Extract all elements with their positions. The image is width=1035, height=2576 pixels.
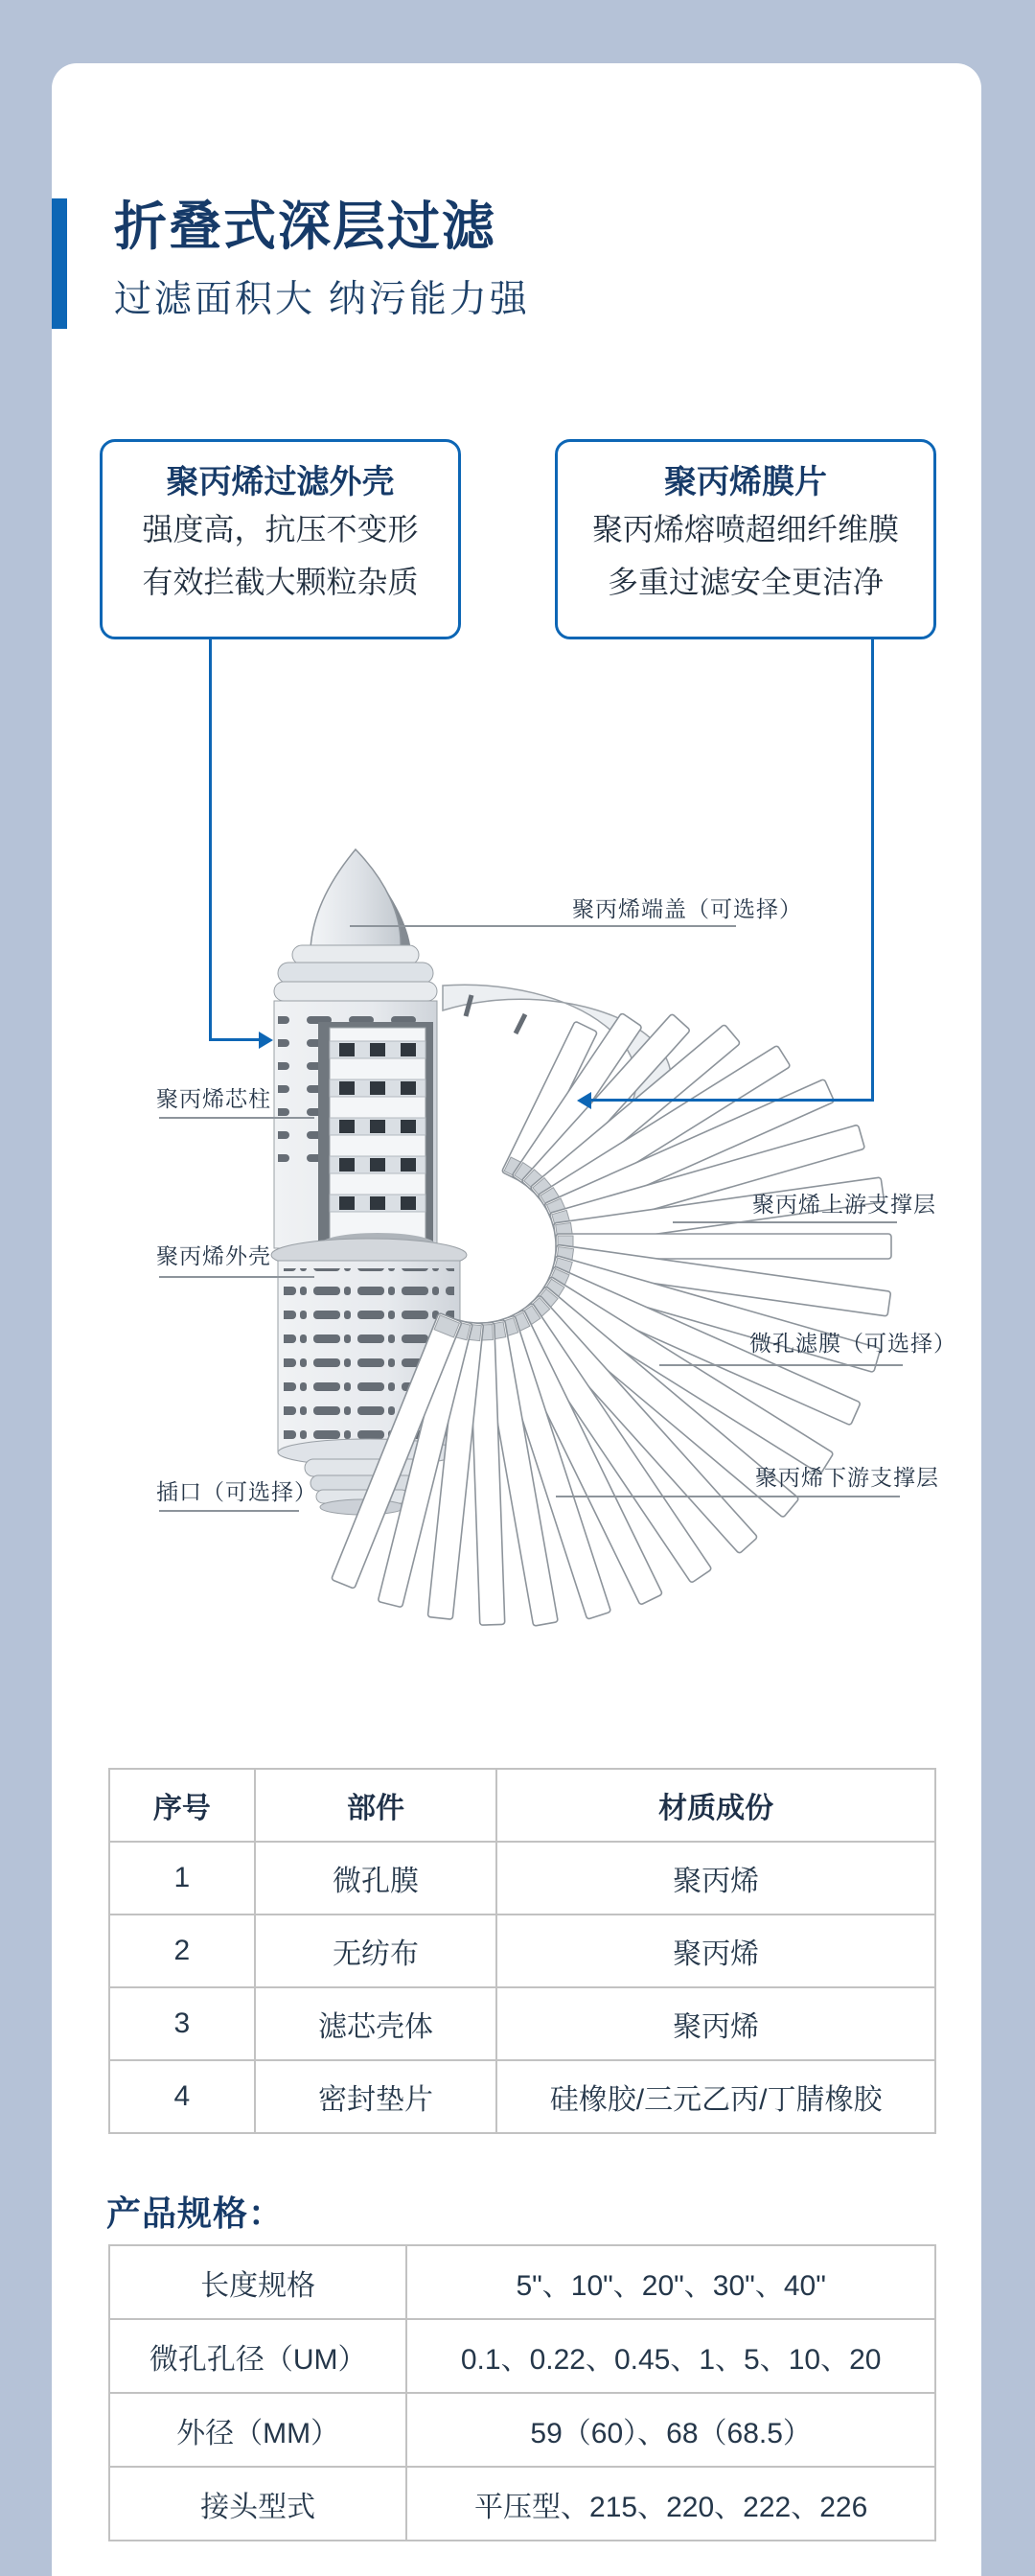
table-row: [109, 1987, 935, 2060]
cell-part: 滤芯壳体: [255, 1987, 497, 2060]
cell-part: 微孔膜: [255, 1842, 497, 1915]
table-row: [109, 2245, 935, 2319]
connector-right-horizontal: [591, 1099, 874, 1102]
cell-index: 1: [109, 1842, 255, 1915]
label-core: 聚丙烯芯柱: [156, 1086, 271, 1111]
spec-value: 0.1、0.22、0.45、1、5、10、20: [406, 2319, 935, 2393]
leader-line-membrane: [659, 1364, 903, 1366]
callout-shell-title: 聚丙烯过滤外壳: [166, 464, 395, 500]
spec-label: 接头型式: [109, 2467, 406, 2541]
callout-membrane-title: 聚丙烯膜片: [664, 464, 827, 500]
table-row: [109, 2060, 935, 2133]
col-header-part: 部件: [255, 1769, 497, 1842]
callout-shell: [100, 439, 461, 639]
leader-line-end-cap: [350, 925, 736, 927]
table-row: [109, 2393, 935, 2467]
page-title: 折叠式深层过滤: [114, 197, 497, 256]
table-row: [109, 2319, 935, 2393]
leader-line-socket: [159, 1510, 299, 1512]
specs-heading: 产品规格：: [106, 2193, 285, 2233]
callout-membrane-line2: 多重过滤安全更洁净: [607, 565, 884, 599]
label-membrane: 微孔滤膜（可选择）: [749, 1331, 956, 1356]
leader-line-upstream: [673, 1221, 897, 1223]
leader-line-shell: [159, 1276, 314, 1278]
cell-part: 无纺布: [255, 1915, 497, 1987]
cell-material: 聚丙烯: [496, 1987, 935, 2060]
product-specs-table: [108, 2244, 936, 2541]
connector-left-arrow-icon: [259, 1032, 273, 1049]
connector-left-horizontal: [209, 1038, 261, 1041]
table-row: [109, 1915, 935, 1987]
spec-value: 5"、10"、20"、30"、40": [406, 2245, 935, 2319]
label-socket: 插口（可选择）: [156, 1479, 317, 1504]
label-end-cap: 聚丙烯端盖（可选择）: [572, 896, 802, 921]
table-header-row: [109, 1769, 935, 1842]
cell-part: 密封垫片: [255, 2060, 497, 2133]
callout-membrane-line1: 聚丙烯熔喷超细纤维膜: [591, 512, 899, 546]
cell-material: 聚丙烯: [496, 1915, 935, 1987]
table-row: [109, 1842, 935, 1915]
spec-label: 微孔孔径（UM）: [109, 2319, 406, 2393]
label-shell: 聚丙烯外壳: [156, 1243, 271, 1268]
callout-shell-line1: 强度高，抗压不变形: [142, 512, 419, 546]
title-accent-bar: [52, 198, 67, 329]
cell-material: 硅橡胶/三元乙丙/丁腈橡胶: [496, 2060, 935, 2133]
spec-value: 59（60）、68（68.5）: [406, 2393, 935, 2467]
connector-left-vertical: [209, 639, 212, 1040]
col-header-index: 序号: [109, 1769, 255, 1842]
parts-material-table: [108, 1768, 936, 2134]
spec-label: 外径（MM）: [109, 2393, 406, 2467]
table-row: [109, 2467, 935, 2541]
leader-line-downstream: [556, 1496, 900, 1497]
label-upstream: 聚丙烯上游支撑层: [752, 1192, 936, 1217]
leader-line-core: [159, 1117, 314, 1119]
spec-value: 平压型、215、220、222、226: [406, 2467, 935, 2541]
connector-right-vertical: [871, 639, 874, 1102]
label-downstream: 聚丙烯下游支撑层: [755, 1465, 939, 1490]
cell-material: 聚丙烯: [496, 1842, 935, 1915]
callout-shell-line2: 有效拦截大颗粒杂质: [142, 565, 419, 599]
page-subtitle: 过滤面积大 纳污能力强: [114, 279, 530, 320]
spec-label: 长度规格: [109, 2245, 406, 2319]
cell-index: 3: [109, 1987, 255, 2060]
callout-membrane: [555, 439, 936, 639]
col-header-material: 材质成份: [496, 1769, 935, 1842]
cell-index: 2: [109, 1915, 255, 1987]
cell-index: 4: [109, 2060, 255, 2133]
connector-right-arrow-icon: [577, 1092, 591, 1109]
